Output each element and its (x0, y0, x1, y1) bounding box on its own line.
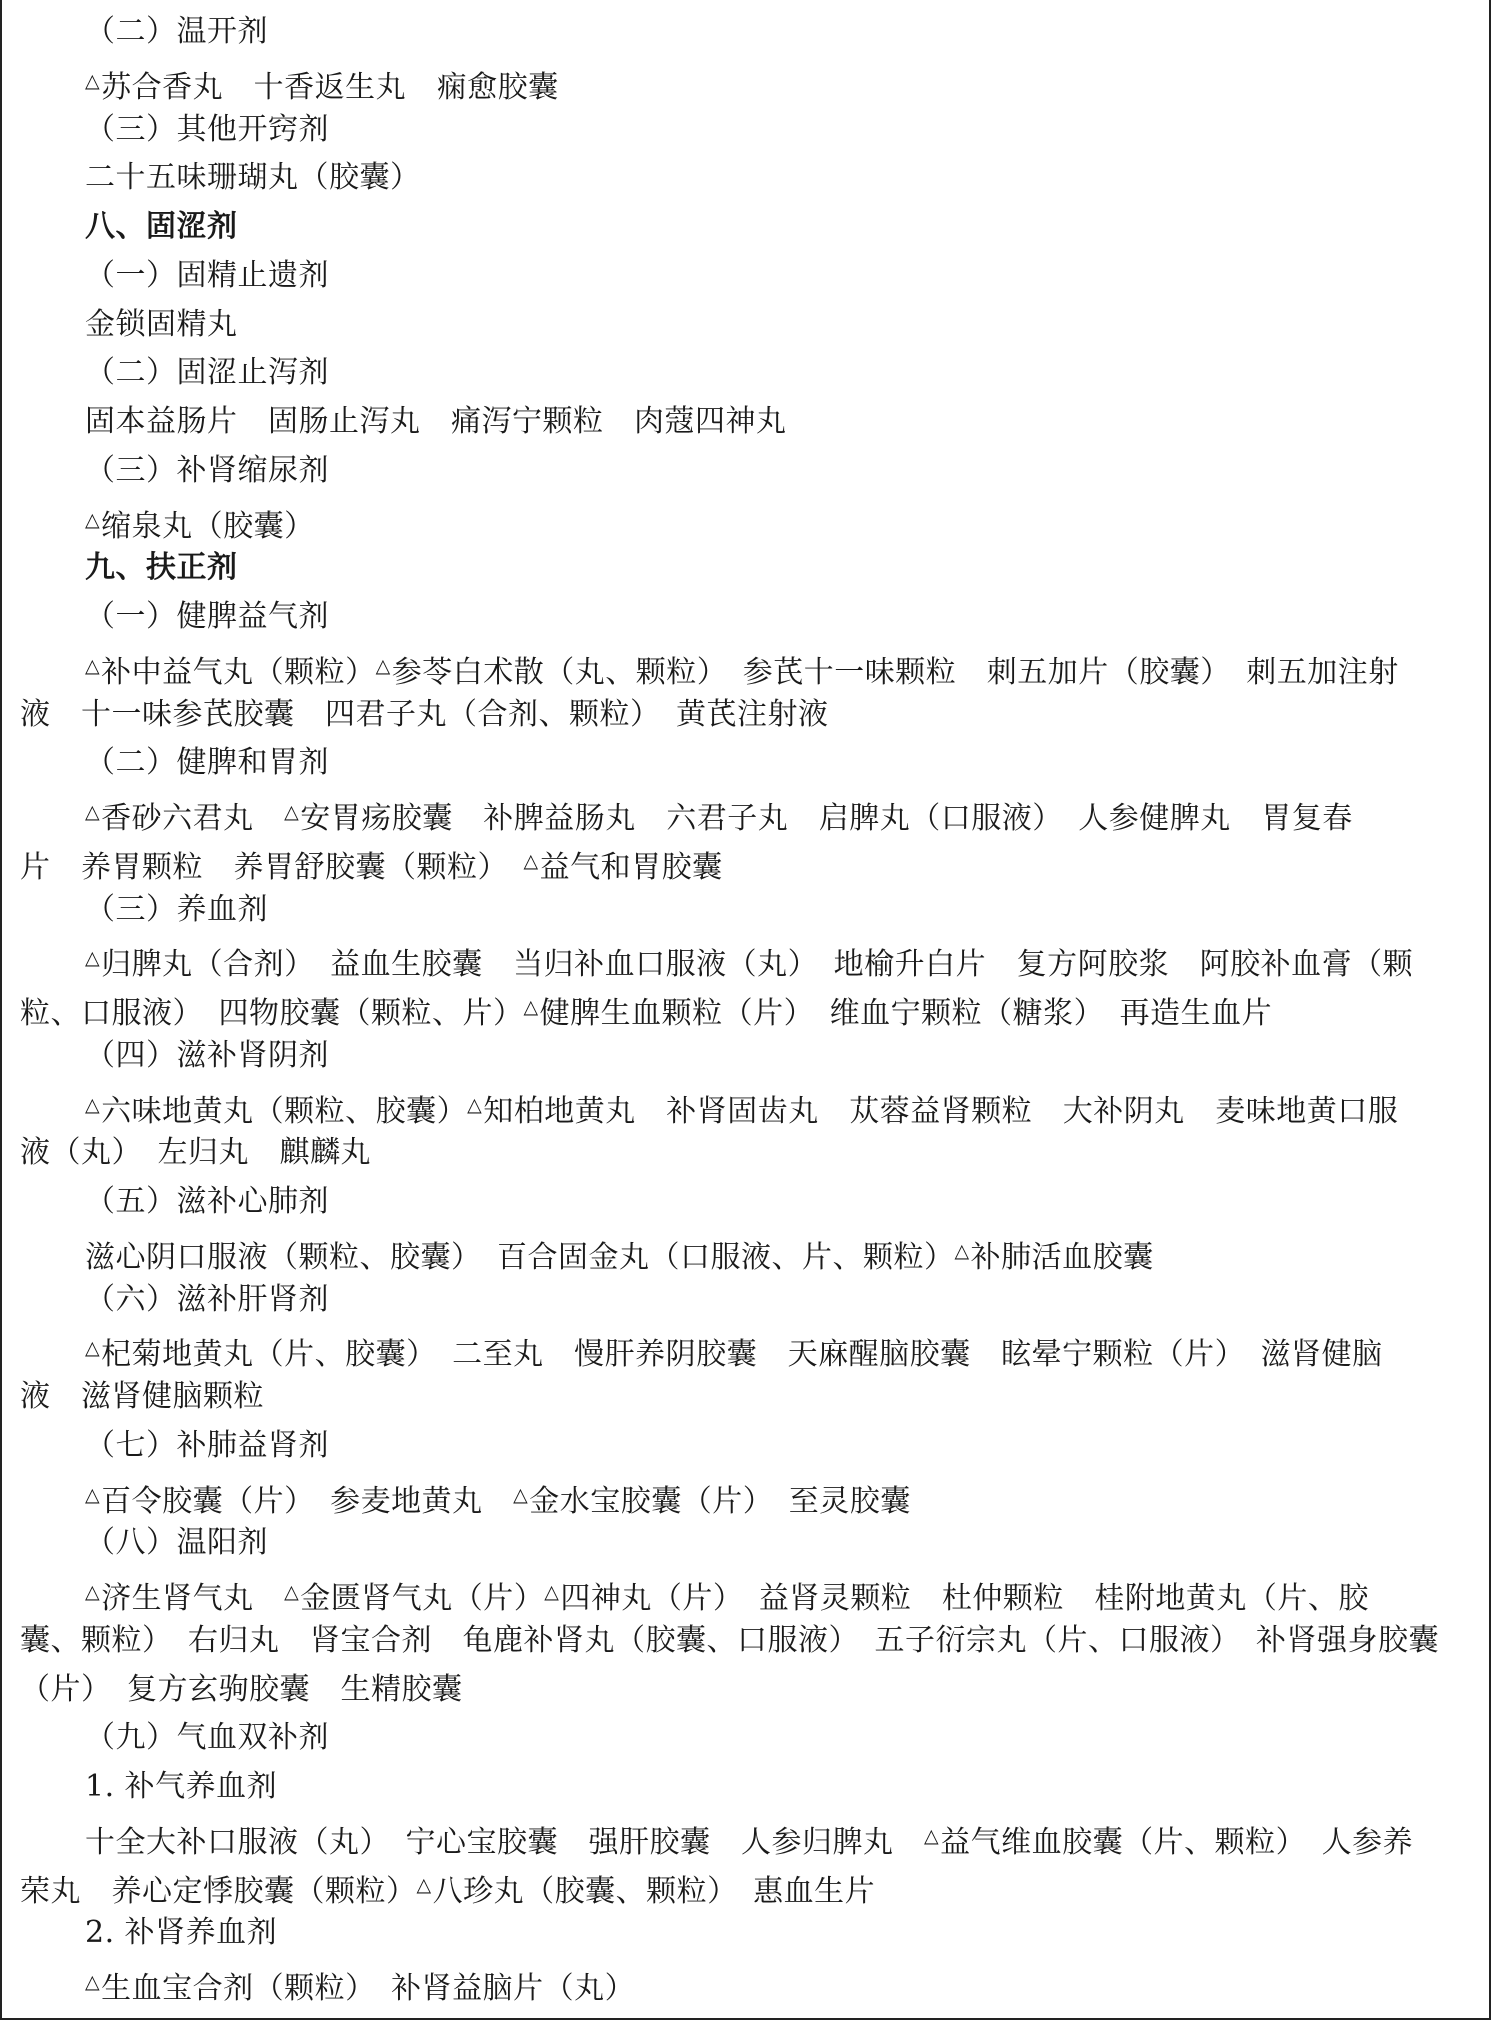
text-line: （五）滋补心肺剂 (85, 1184, 329, 1219)
text-line: △归脾丸（合剂） 益血生胶囊 当归补血口服液（丸） 地榆升白片 复方阿胶浆 阿胶补血膏（颗 (85, 947, 1414, 983)
text-line: 金锁固精丸 (85, 306, 238, 342)
text-line: △杞菊地黄丸（片、胶囊） 二至丸 慢肝养阴胶囊 天麻醒脑胶囊 眩晕宁颗粒（片） 滋肾健脑 (85, 1337, 1383, 1373)
triangle-mark-icon: △ (544, 1581, 560, 1603)
text-line: 液 滋肾健脑颗粒 (20, 1379, 264, 1414)
text-line: 片 养胃颗粒 养胃舒胶囊（颗粒） △益气和胃胶囊 (20, 849, 723, 885)
text-line: 十全大补口服液（丸） 宁心宝胶囊 强肝胶囊 人参归脾丸 △益气维血胶囊（片、颗粒） 人参养 (85, 1824, 1414, 1860)
triangle-mark-icon: △ (284, 801, 300, 823)
text-line: （三）补肾缩尿剂 (85, 452, 329, 488)
text-line: 固本益肠片 固肠止泻丸 痛泻宁颗粒 肉蔻四神丸 (85, 404, 787, 439)
text-line: （三）其他开窍剂 (85, 111, 329, 147)
text-line: △香砂六君丸 △安胃疡胶囊 补脾益肠丸 六君子丸 启脾丸（口服液） 人参健脾丸 胃复春 (85, 801, 1353, 836)
triangle-mark-icon: △ (85, 654, 101, 677)
section-heading: 八、固涩剂 (85, 209, 238, 244)
triangle-mark-icon: △ (85, 69, 101, 92)
text-line: △补中益气丸（颗粒）△参苓白术散（丸、颗粒） 参芪十一味颗粒 刺五加片（胶囊） 刺五加注射 (85, 654, 1399, 690)
text-line: 液 十一味参芪胶囊 四君子丸（合剂、颗粒） 黄芪注射液 (20, 696, 829, 732)
triangle-mark-icon: △ (954, 1239, 970, 1262)
triangle-mark-icon: △ (85, 508, 101, 531)
triangle-mark-icon: △ (284, 1581, 300, 1603)
text-line: △苏合香丸 十香返生丸 痫愈胶囊 (85, 69, 559, 105)
text-line: 粒、口服液） 四物胶囊（颗粒、片）△健脾生血颗粒（片） 维血宁颗粒（糖浆） 再造生血片 (20, 996, 1273, 1031)
text-line: （一）健脾益气剂 (85, 599, 329, 634)
triangle-mark-icon: △ (85, 1581, 101, 1603)
text-line: （一）固精止遗剂 (85, 257, 329, 293)
triangle-mark-icon: △ (467, 1093, 483, 1116)
text-line: △六味地黄丸（颗粒、胶囊）△知柏地黄丸 补肾固齿丸 苁蓉益肾颗粒 大补阴丸 麦味地黄口服 (85, 1093, 1399, 1129)
triangle-mark-icon: △ (513, 1483, 529, 1506)
text-line: （二）温开剂 (85, 14, 268, 49)
triangle-mark-icon: △ (85, 1483, 101, 1506)
text-line: 液（丸） 左归丸 麒麟丸 (20, 1135, 371, 1171)
text-line: （七）补肺益肾剂 (85, 1427, 329, 1463)
text-line: （六）滋补肝肾剂 (85, 1281, 329, 1317)
text-line: （三）养血剂 (85, 891, 268, 927)
triangle-mark-icon: △ (375, 654, 391, 677)
text-line: 1. 补气养血剂 (85, 1769, 278, 1804)
triangle-mark-icon: △ (85, 947, 101, 970)
text-line: （二）健脾和胃剂 (85, 745, 329, 781)
triangle-mark-icon: △ (85, 1093, 101, 1116)
text-line: △生血宝合剂（颗粒） 补肾益脑片（丸） (85, 1971, 636, 2006)
text-line: 囊、颗粒） 右归丸 肾宝合剂 龟鹿补肾丸（胶囊、口服液） 五子衍宗丸（片、口服液） 补肾强身胶囊 (20, 1622, 1439, 1658)
triangle-mark-icon: △ (924, 1824, 940, 1847)
text-line: △百令胶囊（片） 参麦地黄丸 △金水宝胶囊（片） 至灵胶囊 (85, 1483, 911, 1519)
section-heading: 九、扶正剂 (85, 550, 238, 586)
text-line: （九）气血双补剂 (85, 1720, 329, 1756)
text-body (2, 0, 1489, 2018)
text-line: 滋心阴口服液（颗粒、胶囊） 百合固金丸（口服液、片、颗粒）△补肺活血胶囊 (85, 1239, 1154, 1275)
text-line: （四）滋补肾阴剂 (85, 1037, 329, 1073)
triangle-mark-icon: △ (85, 1337, 101, 1360)
text-line: 二十五味珊瑚丸（胶囊） (85, 160, 421, 196)
triangle-mark-icon: △ (523, 996, 539, 1018)
text-line: （片） 复方玄驹胶囊 生精胶囊 (20, 1671, 463, 1707)
text-line: 荣丸 养心定悸胶囊（颗粒）△八珍丸（胶囊、颗粒） 惠血生片 (20, 1873, 876, 1909)
text-line: 2. 补肾养血剂 (85, 1915, 278, 1951)
text-line: △缩泉丸（胶囊） (85, 508, 315, 544)
triangle-mark-icon: △ (523, 849, 539, 872)
triangle-mark-icon: △ (416, 1873, 432, 1896)
triangle-mark-icon: △ (85, 801, 101, 823)
text-line: （八）温阳剂 (85, 1525, 268, 1561)
text-line: （二）固涩止泻剂 (85, 355, 329, 391)
text-line: △济生肾气丸 △金匮肾气丸（片）△四神丸（片） 益肾灵颗粒 杜仲颗粒 桂附地黄丸（片、胶 (85, 1581, 1369, 1616)
triangle-mark-icon: △ (85, 1971, 101, 1993)
